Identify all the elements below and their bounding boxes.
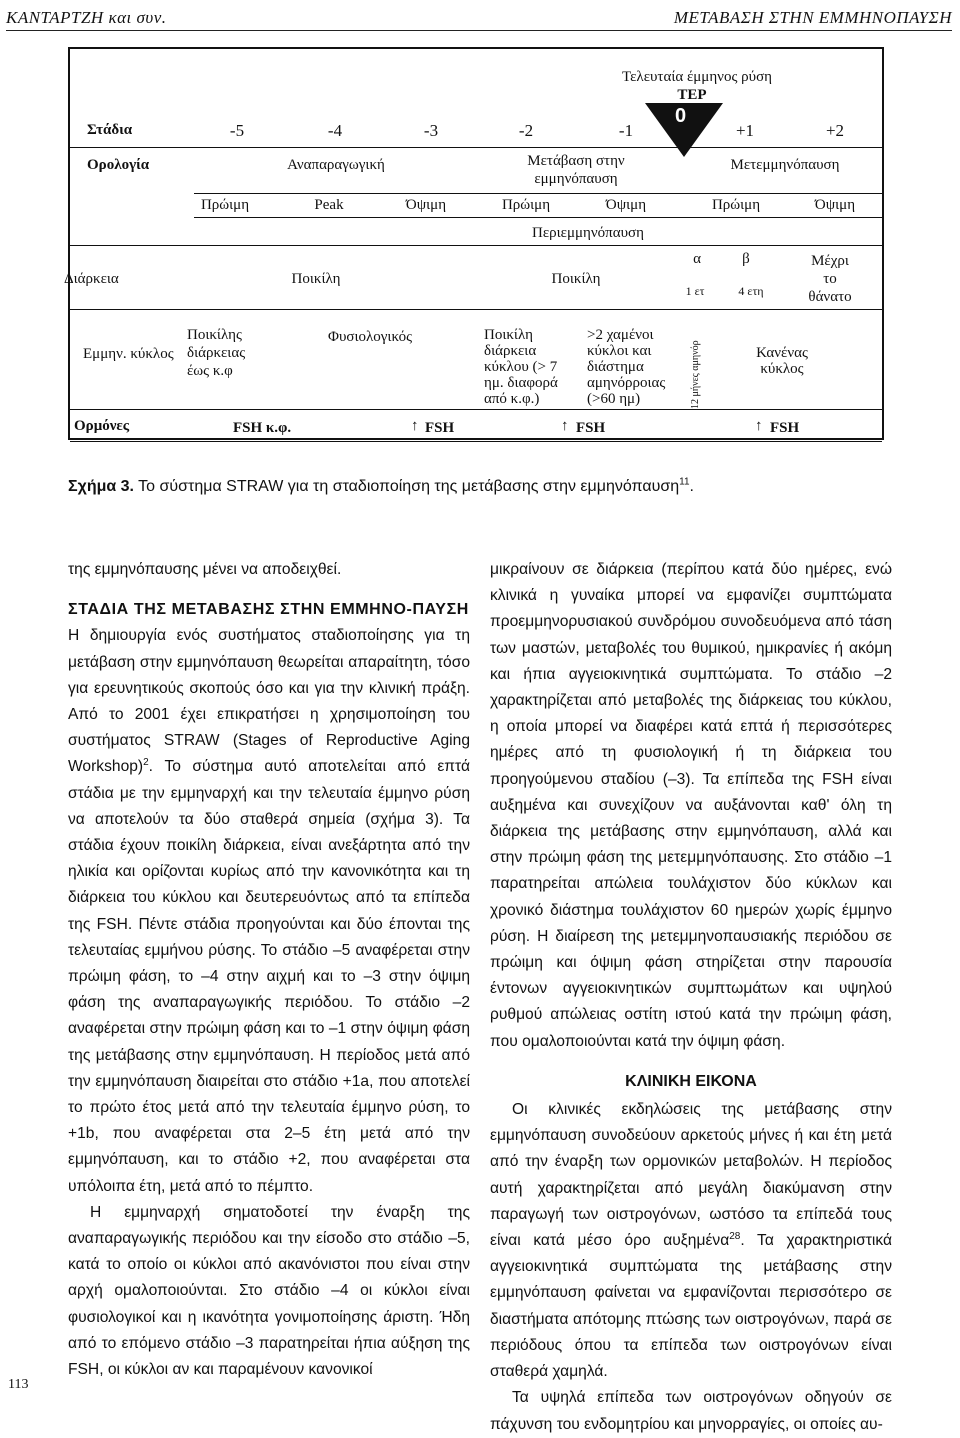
right-p2a: Οι κλινικές εκδηλώσεις της μετάβασης στην εμμηνόπαυση συνοδεύουν αρκετούς μήνες ή και έτη μετά από την έναρξη των ορμονικών μεταβολών. Η περίοδος αυτή χαρακτηρίζεται από μεγάλη διακύμανση στην παραγωγή των οιστρογόνων, ωστόσο τα επίπεδά τους είναι κατά μέσο όρο αυξημένα: [490, 1101, 892, 1250]
cycle-m2-5: από κ.φ.): [484, 391, 540, 407]
row-label-hormones: Ορμόνες: [74, 418, 130, 434]
stage-minus3: -3: [423, 121, 439, 140]
fmp-label: Τελευταία έμμηνος ρύση: [622, 69, 772, 85]
cycle-m2-4: ημ. διαφορά: [484, 375, 558, 391]
duration-until-2: το: [823, 271, 837, 287]
row-label-duration: Διάρκεια: [64, 271, 119, 287]
left-column: [68, 557, 470, 1383]
cycle-early-3: έως κ.φ: [187, 363, 233, 379]
right-p3: Τα υψηλά επίπεδα των οιστρογόνων οδηγούν σε πάχυνση του ενδομητρίου και μηνορραγίες, οι οποίες αυ-: [490, 1389, 892, 1433]
right-p2: [490, 1097, 892, 1385]
left-p1: της εμμηνόπαυσης μένει να αποδειχθεί.: [68, 561, 342, 578]
caption-label: Σχήμα 3.: [68, 478, 134, 495]
term-transition-2: εμμηνόπαυση: [534, 171, 618, 187]
duration-b: β: [742, 251, 750, 267]
cycle-m1-3: διάστημα: [587, 359, 644, 375]
row-label-terminology: Ορολογία: [87, 157, 150, 173]
fmp-abbr: ΤΕΡ: [677, 87, 707, 103]
rule-cycle: [70, 409, 882, 410]
right-column: [490, 557, 892, 1438]
cycle-m1-4: αμηνόρροιας: [587, 375, 666, 391]
rule-hormones: [70, 441, 882, 442]
row-label-stages: Στάδια: [87, 122, 133, 138]
stage-plus2: +2: [825, 121, 845, 140]
cycle-amenorrhea-12: 12 μήνες αμηνόρ: [690, 340, 701, 409]
cycle-m2-3: κύκλου (> 7: [484, 359, 558, 375]
left-p2b: . Το σύστημα αυτό αποτελείται από επτά στάδια με την εμμηναρχή και την τελευταία έμμηνο ρύση να αποτελούν τα δύο σταθερά σημεία (σχήμα 3). Τα στάδια έχουν ποικίλη διάρκεια, είναι ανεξάρτητα από την ηλικία και ορίζονται κυρίως από την κανονικότητα και τη διάρκεια του κύκλου και δευτερευόντως από τα επίπεδα της FSH. Πέντε στάδια προηγούνται και δύο έπονται της τελευταίας εμμήνου ρύσης. Το στάδιο –5 αναφέρεται στην πρώιμη φάση, το –4 στην αιχμή και το –3 στην όψιμη φάση της αναπαραγωγικής περιόδου. Το στάδιο –2 αναφέρεται στην πρώιμη φάση και το –1 στην όψιμη φάση της μετάβασης στην εμμηνόπαυση. Η περίοδος μετά από την εμμηνόπαυση διαιρείται στο στάδιο +1a, που αποτελεί το πρώτο έτος μετά από την τελευταία έμμηνο ρύση, το +1b, που αναφέρεται στα 2–5 έτη μετά από την εμμηνόπαυση, και το στάδιο +2, που αναφέρεται στα υπόλοιπα έτη, μετά από το πέμπτο.: [68, 758, 470, 1195]
caption-text: Το σύστημα STRAW για τη σταδιοποίηση της μετάβασης στην εμμηνόπαυση: [138, 478, 680, 495]
cycle-normal: Φυσιολογικός: [328, 329, 413, 345]
term-postmenopause: Μετεμμηνόπαυση: [730, 157, 840, 173]
rule-phases: [194, 217, 882, 218]
left-p3: Η εμμηναρχή σηματοδοτεί την έναρξη της αναπαραγωγικής περιόδου και την είσοδο στο στάδιο –5, κατά το οποίο οι κύκλοι από ακανόνιστοι που είναι στην αρχή ομαλοποιούνται. Στο στάδιο –4 οι κύκλοι είναι φυσιολογικοί και η ικανότητα γονιμοποίησης άριστη. Ήδη από το επόμενο στάδιο –3 παρατηρείται ήπια αύξηση της FSH, οι κύκλοι αν και παραμένουν κανονικοί: [68, 1203, 470, 1379]
rule-stages: [70, 147, 882, 148]
rule-duration: [70, 309, 882, 310]
phase-late-transition: Όψιμη: [605, 197, 647, 213]
right-p2b: . Τα χαρακτηριστικά αγγειοκινητικά συμπτώματα της μετάβασης στην εμμηνόπαυση φαίνεται να εμφανίζονται περισσότερο σε διαστήματα απότομης πτώσης των οιστρογόνων, παρά σε περιόδους όπου τα επίπεδα των οιστρογόνων είναι σταθερά χαμηλά.: [490, 1232, 892, 1381]
caption-tail: .: [689, 478, 694, 495]
stage-plus1: +1: [735, 121, 755, 140]
page-number: 113: [8, 1377, 29, 1392]
duration-until-3: θάνατο: [808, 289, 852, 305]
cycle-m1-5: (>60 ημ): [587, 391, 641, 407]
cycle-early-2: διάρκειας: [187, 345, 246, 361]
stage-minus4: -4: [327, 121, 343, 140]
phase-early-post: Πρώιμη: [711, 197, 761, 213]
term-reproductive: Αναπαραγωγική: [287, 157, 385, 173]
rule-perimenopause: [70, 245, 882, 246]
figure-caption: [68, 478, 694, 496]
hormone-fsh-3: FSH: [770, 420, 800, 436]
left-p2: [68, 623, 470, 1199]
duration-transition: Ποικίλη: [551, 271, 601, 287]
hormone-up-arrow-icon: ↑: [411, 418, 419, 434]
right-p1: μικραίνουν σε διάρκεια (περίπου κατά δύο ημέρες, ενώ κλινικά η γυναίκα μπορεί να εμφανίζει συμπτώματα προεμμηνορυσιακού συνδρόμου συνοδευόμενα από τάση των μαστών, μεταβολές του θυμικού, ημικρανίες ή ακόμη και ήπια αγγειοκινητικά συμπτώματα. Το στάδιο –2 χαρακτηρίζεται από μεταβολές της διάρκειας του κύκλου, η οποία μπορεί να διαφέρει κατά επτά ή περισσότερες ημέρες από τη φυσιολογική ή τη διάρκεια του προηγούμενου σταδίου (–3). Τα επίπεδα της FSH είναι αυξημένα και συνεχίζουν να αυξάνονται καθ' όλη τη διάρκεια της μετάβασης στην εμμηνόπαυση, αλλά και στην πρώιμη φάση της μετεμμηνόπαυσης. Στο στάδιο –1 παρατηρείται απώλεια τουλάχιστον δύο κύκλων και χρονικό διάστημα τουλάχιστον 60 ημερών χωρίς έμμηνο ρύση. Η διαίρεση της μετεμμηνοπαυσιακής περιόδου σε πρώιμη και όψιμη φάση στηρίζεται στην παρουσία έντονων αγγειοκινητικών συμπτωμάτων και υψηλού ρυθμού απώλειας οστίτη ιστού κατά την πρώιμη φάση, που ομαλοποιούνται κατά την όψιμη φάση.: [490, 561, 892, 1050]
cycle-m1-2: κύκλοι και: [587, 343, 652, 359]
duration-b-years: 4 ετη: [738, 284, 764, 298]
cycle-m1-1: >2 χαμένοι: [587, 327, 654, 343]
straw-figure: [64, 47, 884, 440]
phase-early-reproductive: Πρώιμη: [200, 197, 250, 213]
hormone-fsh-2: FSH: [576, 420, 606, 436]
perimenopause-label: Περιεμμηνόπαυση: [532, 225, 644, 241]
stage-minus1: -1: [618, 121, 634, 140]
fmp-zero: 0: [675, 105, 687, 127]
stage-minus5: -5: [229, 121, 245, 140]
hormone-up-arrow-icon: ↑: [755, 418, 763, 434]
running-header-right: ΜΕΤΑΒΑΣΗ ΣΤΗΝ ΕΜΜΗΝΟΠΑΥΣΗ: [673, 8, 952, 27]
duration-a-years: 1 ετ: [685, 284, 705, 298]
row-label-cycle: Εμμην. κύκλος: [83, 346, 174, 362]
rule-terminology: [194, 193, 882, 194]
right-p2-ref: 28: [729, 1230, 741, 1242]
caption-ref: 11: [679, 476, 690, 488]
clinical-heading: ΚΛΙΝΙΚΗ ΕΙΚΟΝΑ: [625, 1072, 757, 1090]
hormone-up-arrow-icon: ↑: [561, 418, 569, 434]
cycle-m2-1: Ποικίλη: [484, 327, 533, 343]
left-p2a: Η δημιουργία ενός συστήματος σταδιοποίησης για τη μετάβαση στην εμμηνόπαυση θεωρείται απαραίτητη, τόσο για ερευνητικούς σκοπούς όσο και για την κλινική πράξη. Από το 2001 έχει επικρατήσει η χρησιμοποίηση του συστήματος STRAW (Stages of Reproductive Aging Workshop): [68, 627, 470, 776]
cycle-m2-2: διάρκεια: [484, 343, 537, 359]
hormone-normal: FSH κ.φ.: [233, 420, 292, 436]
term-transition-1: Μετάβαση στην: [527, 153, 625, 169]
running-header-left: ΚΑΝΤΑΡΤΖΗ και συν.: [6, 8, 167, 27]
left-p2-ref: 2: [143, 757, 149, 769]
phase-late-post: Όψιμη: [814, 197, 856, 213]
phase-late-reproductive: Όψιμη: [405, 197, 447, 213]
section-heading: ΣΤΑΔΙΑ ΤΗΣ ΜΕΤΑΒΑΣΗΣ ΣΤΗΝ ΕΜΜΗΝΟ-ΠΑΥΣΗ: [68, 601, 469, 619]
cycle-early-1: Ποικίλης: [187, 327, 242, 343]
cycle-none-1: Κανένας: [756, 345, 808, 361]
duration-until-1: Μέχρι: [811, 253, 849, 269]
phase-early-transition: Πρώιμη: [501, 197, 551, 213]
cycle-none-2: κύκλος: [760, 361, 804, 377]
duration-a: α: [693, 251, 701, 267]
phase-peak: Peak: [314, 197, 344, 213]
header-rule: [6, 30, 952, 31]
hormone-fsh-1: FSH: [425, 420, 455, 436]
duration-reproductive: Ποικίλη: [291, 271, 341, 287]
stage-minus2: -2: [518, 121, 534, 140]
